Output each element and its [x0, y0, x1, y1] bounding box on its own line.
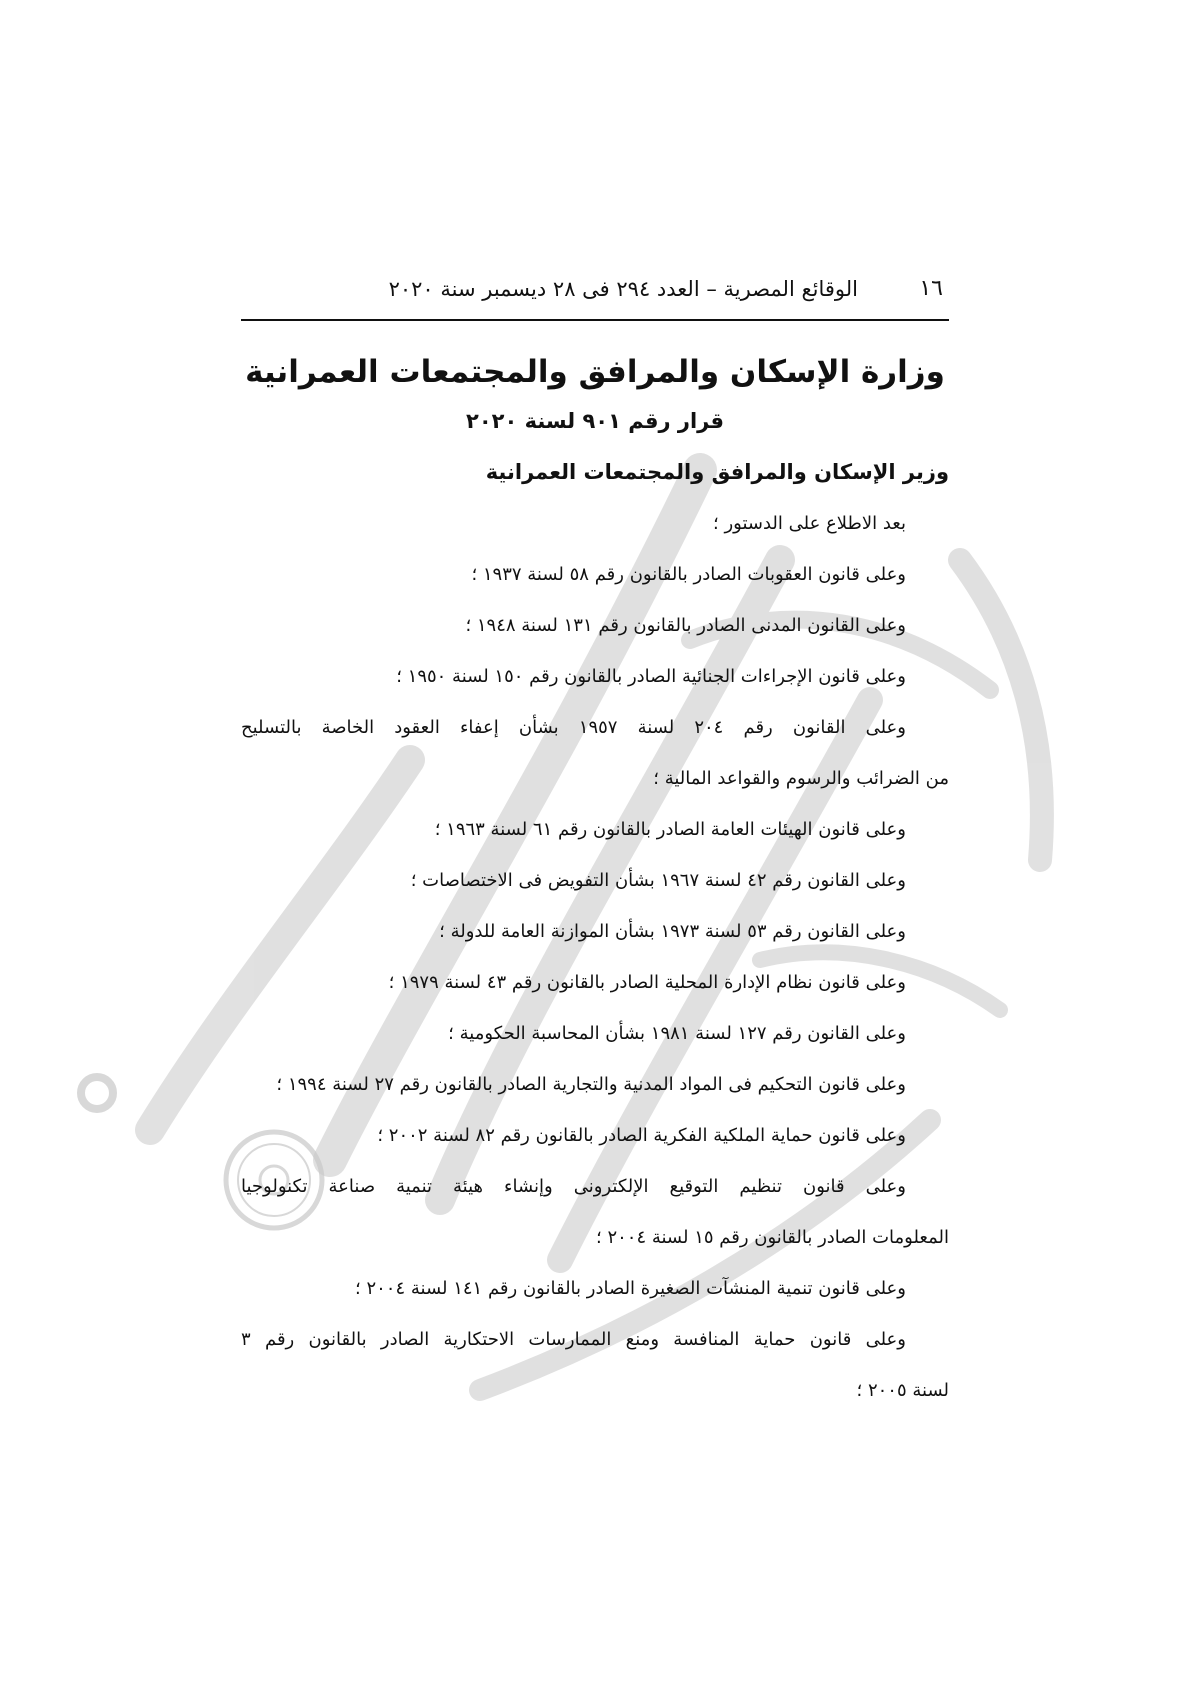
body-line: وعلى قانون حماية المنافسة ومنع الممارسات الاحتكارية الصادر بالقانون رقم ٣	[241, 1329, 906, 1350]
body-line: وعلى قانون الإجراءات الجنائية الصادر بالقانون رقم ١٥٠ لسنة ١٩٥٠ ؛	[396, 666, 906, 687]
body-line: وعلى القانون رقم ٢٠٤ لسنة ١٩٥٧ بشأن إعفاء العقود الخاصة بالتسليح	[241, 717, 906, 738]
body-line: وعلى قانون حماية الملكية الفكرية الصادر بالقانون رقم ٨٢ لسنة ٢٠٠٢ ؛	[377, 1125, 906, 1146]
body-line: وعلى قانون نظام الإدارة المحلية الصادر بالقانون رقم ٤٣ لسنة ١٩٧٩ ؛	[388, 972, 906, 993]
body-line: وعلى قانون العقوبات الصادر بالقانون رقم ٥٨ لسنة ١٩٣٧ ؛	[471, 564, 906, 585]
watermark-stroke	[960, 560, 1042, 860]
body-line: لسنة ٢٠٠٥ ؛	[856, 1380, 949, 1401]
body-line: وعلى قانون تنمية المنشآت الصغيرة الصادر بالقانون رقم ١٤١ لسنة ٢٠٠٤ ؛	[355, 1278, 906, 1299]
decree-body	[241, 498, 949, 1416]
body-line: وعلى قانون الهيئات العامة الصادر بالقانون رقم ٦١ لسنة ١٩٦٣ ؛	[434, 819, 906, 840]
publication-header: الوقائع المصرية – العدد ٢٩٤ فى ٢٨ ديسمبر سنة ٢٠٢٠	[388, 277, 858, 301]
decree-title: قرار رقم ٩٠١ لسنة ٢٠٢٠	[466, 409, 724, 433]
body-line: وعلى القانون رقم ٤٢ لسنة ١٩٦٧ بشأن التفويض فى الاختصاصات ؛	[410, 870, 906, 891]
page-number: ١٦	[919, 276, 943, 301]
body-line: وعلى القانون المدنى الصادر بالقانون رقم ١٣١ لسنة ١٩٤٨ ؛	[465, 615, 906, 636]
body-line: وعلى القانون رقم ٥٣ لسنة ١٩٧٣ بشأن الموازنة العامة للدولة ؛	[439, 921, 906, 942]
body-line: من الضرائب والرسوم والقواعد المالية ؛	[653, 768, 949, 789]
body-line: المعلومات الصادر بالقانون رقم ١٥ لسنة ٢٠٠٤ ؛	[596, 1227, 949, 1248]
body-line: وعلى القانون رقم ١٢٧ لسنة ١٩٨١ بشأن المحاسبة الحكومية ؛	[448, 1023, 906, 1044]
body-line: وعلى قانون التحكيم فى المواد المدنية والتجارية الصادر بالقانون رقم ٢٧ لسنة ١٩٩٤ ؛	[276, 1074, 906, 1095]
ministry-title: وزارة الإسكان والمرافق والمجتمعات العمرانية	[245, 354, 945, 390]
header-divider	[241, 319, 949, 321]
body-line: بعد الاطلاع على الدستور ؛	[713, 513, 906, 534]
body-line: وعلى قانون تنظيم التوقيع الإلكترونى وإنشاء هيئة تنمية صناعة تكنولوجيا	[241, 1176, 906, 1197]
issuer-heading: وزير الإسكان والمرافق والمجتمعات العمرانية	[485, 460, 949, 484]
